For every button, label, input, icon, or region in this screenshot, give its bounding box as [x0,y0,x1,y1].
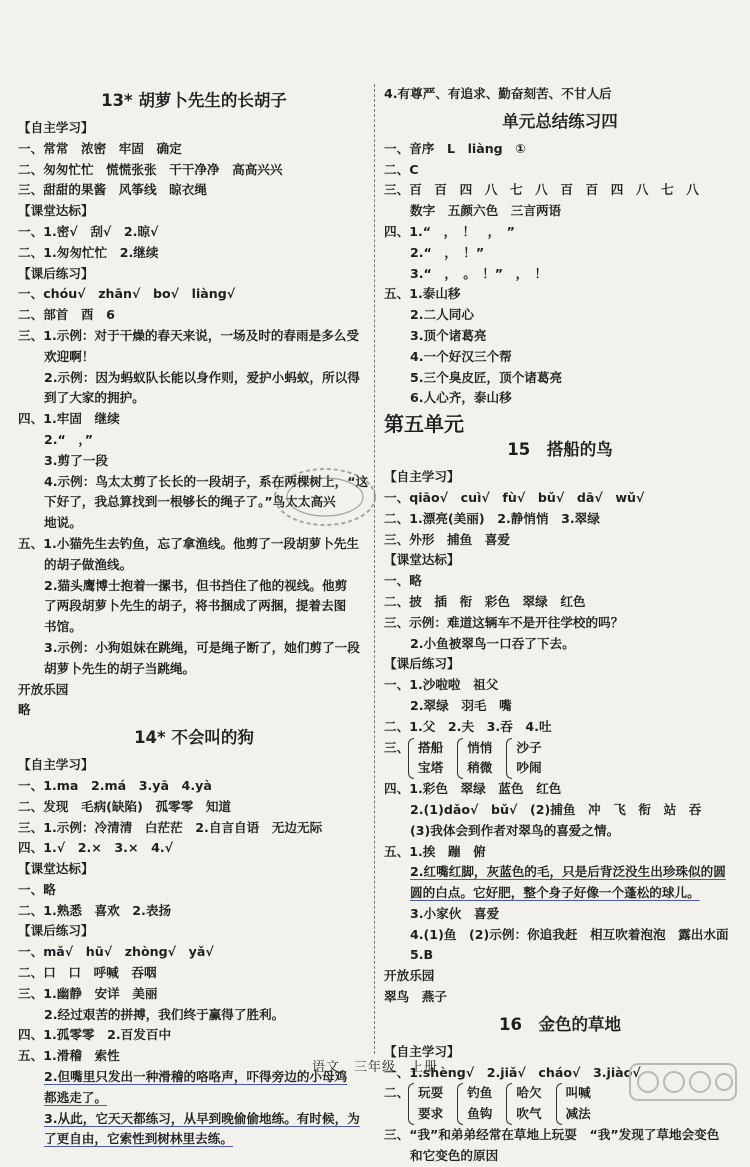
answer-line: 2.猫头鹰博士抱着一摞书，但书挡住了他的视线。他剪 [44,577,348,593]
word: 吹气 [516,1106,542,1122]
brace-mark [457,738,463,780]
word-group [566,1083,591,1125]
word: 叫喊 [565,1085,591,1101]
answer-line: 三、外形 捕鱼 喜爱 [384,531,510,547]
answer-line: 三、“我”和弟弟经常在草地上玩耍 “我”发现了草地会变色 [384,1127,720,1143]
answer-line: 二、发现 毛病(缺陷) 孤零零 知道 [18,798,232,814]
word: 鱼钩 [467,1106,493,1122]
answer-line: 一、1.shèng√ 2.jiǎ√ cháo√ 3.jiào√ [384,1064,641,1080]
answer-line: 五、1.小猫先生去钓鱼，忘了拿渔线。他剪了一段胡萝卜先生 [18,535,359,551]
answer-line: 3.示例：小狗姐妹在跳绳，可是绳子断了，她们剪了一段 [44,639,360,655]
underlined-answer: 都逃走了。 [44,1089,107,1105]
answer-label: 三、 [384,739,410,755]
answer-line: 三、示例：难道这辆车不是开往学校的吗？ [384,614,624,630]
section-header: 【自主学习】 [384,469,460,485]
word: 搭船 [418,739,444,755]
answer-line: 2.二人同心 [410,307,474,323]
answer-line: 四、1.√ 2.× 3.× 4.√ [18,840,174,856]
section-header: 【课后练习】 [18,923,94,939]
answer-line: 2.示例：因为蚂蚁队长能以身作则，爱护小蚂蚁，所以得 [44,369,360,385]
brace-mark [408,738,414,780]
answer-line: 3.顶个诸葛亮 [410,327,487,343]
brace-mark [506,738,512,780]
word: 要求 [418,1106,444,1122]
answer-line: 三、百 百 四 八 七 八 百 百 四 八 七 八 [384,182,699,198]
brace-mark [408,1083,414,1125]
word: 稍微 [467,760,493,776]
brace-mark [506,1083,512,1125]
answer-line: 5.三个臭皮匠，顶个诸葛亮 [410,369,563,385]
word-group [516,738,541,780]
word-group [516,1083,541,1125]
underlined-answer: 2.红嘴红脚，灰蓝色的毛，只是后背泛没生出珍珠似的圆 [410,864,726,880]
word-group [418,1083,443,1125]
word: 沙子 [516,739,542,755]
lesson-16-title: 16 金色的草地 [499,1014,621,1034]
answer-line: 下好了，我总算找到一根够长的绳子了。”鸟太太高兴 [44,494,336,510]
answer-line: 3.“ ， 。 ！” ， ！ [410,265,548,281]
answer-line: 一、1.ma 2.má 3.yā 4.yà [18,777,212,793]
underlined-answer: 了更自由，它索性到树林里去练。 [44,1131,233,1147]
answer-line: 4.一个好汉三个帮 [410,348,512,364]
answer-line: 一、1.沙啦啦 祖父 [384,677,499,693]
section-header: 【课堂达标】 [18,861,94,877]
answer-line: 2.(1)dǎo√ bǔ√ (2)捕鱼 冲 飞 衔 站 吞 [410,801,702,817]
answer-line: 二、1.匆匆忙忙 2.继续 [18,244,159,260]
answer-line: 和它变色的原因 [410,1147,499,1163]
answer-line: 一、chóu√ zhān√ bo√ liàng√ [18,286,236,302]
answer-line: 4.示例：鸟太太剪了长长的一段胡子，系在两棵树上，“这 [44,473,369,489]
answer-line: 二、1.熟悉 喜欢 2.表扬 [18,902,172,918]
word-group [467,738,492,780]
section-header: 【自主学习】 [384,1043,460,1059]
lesson-15-title: 15 搭船的鸟 [507,440,613,460]
answer-line: 3.小家伙 喜爱 [410,905,500,921]
answer-line: 2.小鱼被翠鸟一口吞了下去。 [410,635,575,651]
answer-line: 一、qiāo√ cuì√ fù√ bǔ√ dā√ wǔ√ [384,489,645,505]
section-header: 【课堂达标】 [18,203,94,219]
answer-line: 到了大家的拥护。 [44,390,145,406]
watermark-logo [628,1058,738,1106]
answer-line: 地说。 [44,515,82,531]
word-group-braces [384,738,736,780]
open-garden-label: 开放乐园 [384,968,435,984]
answer-line: 五、1.泰山移 [384,286,461,302]
answer-line: 欢迎啊！ [44,348,95,364]
answer-line: 四、1.孤零零 2.百发百中 [18,1027,172,1043]
brace-mark [457,1083,463,1125]
word: 哈欠 [516,1085,542,1101]
section-header: 【自主学习】 [18,120,94,135]
answer-line: 3.剪了一段 [44,452,108,468]
answer-line: 2.翠绿 羽毛 嘴 [410,697,512,713]
left-column [18,84,370,1150]
answer-line: 胡萝卜先生的胡子当跳绳。 [44,660,196,676]
answer-line: 书馆。 [44,619,82,635]
answer-line: 二、口 口 呼喊 吞咽 [18,965,157,981]
word: 宝塔 [418,760,444,776]
answer-line: 翠鸟 燕子 [384,989,447,1005]
word: 悄悄 [467,739,493,755]
answer-line: 一、1.密√ 刮√ 2.晾√ [18,223,159,239]
answer-line: 二、匆匆忙忙 慌慌张张 干干净净 高高兴兴 [18,161,283,177]
answer-line: 一、略 [384,573,422,589]
right-column [384,84,736,1167]
answer-line: 的胡子做渔线。 [44,556,133,572]
answer-line: 2.“ ， ！” [410,244,485,260]
section-header: 【自主学习】 [18,757,94,773]
unit-4-review-title: 单元总结练习四 [502,111,618,131]
section-header: 【课后练习】 [384,656,460,672]
word: 钓鱼 [467,1085,493,1101]
page-footer: 语文 三年级 上册 [311,1060,438,1075]
answer-line: 二、C [384,161,419,177]
answer-line: 一、mǎ√ hū√ zhòng√ yǎ√ [18,944,214,960]
answer-line: 了两段胡萝卜先生的胡子，将书捆成了两捆，提着去图 [44,598,347,614]
answer-line: 4.有尊严、有追求、勤奋刻苦、不甘人后 [384,86,612,101]
answer-line: 5.B [410,947,434,963]
lesson-14-title: 14* 不会叫的狗 [134,728,254,748]
underlined-answer: 圆的白点。它好肥，整个身子好像一个蓬松的球儿。 [410,885,700,901]
answer-line: 一、常常 浓密 牢固 确定 [18,140,182,156]
answer-line: 五、1.挨 蹦 俯 [384,843,486,859]
answer-line: (3)我体会到作者对翠鸟的喜爱之情。 [410,822,620,838]
open-garden-label: 开放乐园 [18,681,69,697]
answer-line: 略 [18,702,31,718]
brace-mark [556,1083,562,1125]
word: 玩耍 [418,1085,444,1101]
lesson-13-title: 13* 胡萝卜先生的长胡子 [101,91,287,110]
word-group [418,738,443,780]
answer-line: 二、披 插 衔 彩色 翠绿 红色 [384,593,586,609]
answer-line: 4.(1)鱼 (2)示例：你追我赶 相互吹着泡泡 露出水面 [410,926,729,942]
answer-line: 四、1.“ ， ！ ， ” [384,223,515,239]
section-header: 【课后练习】 [18,265,94,281]
column-divider [374,84,375,1054]
answer-line: 四、1.牢固 继续 [18,411,120,427]
word: 减法 [565,1106,591,1122]
answer-line: 2.“ ，” [44,431,93,447]
answer-line: 三、甜甜的果酱 风筝线 晾衣绳 [18,182,207,198]
word-group [467,1083,492,1125]
word: 吵闹 [516,760,542,776]
answer-line: 2.经过艰苦的拼搏，我们终于赢得了胜利。 [44,1006,285,1022]
answer-line: 二、部首 酉 6 [18,307,115,323]
underlined-answer: 3.从此，它天天都练习，从早到晚偷偷地练。有时候，为 [44,1110,360,1126]
answer-line: 三、1.幽静 安详 美丽 [18,985,158,1001]
answer-label: 二、 [384,1085,410,1101]
underlined-answer: 2.但嘴里只发出一种滑稽的咯咯声，吓得旁边的小母鸡 [44,1069,348,1085]
answer-line: 五、1.滑稽 索性 [18,1048,120,1064]
unit-5-heading: 第五单元 [384,412,464,437]
answer-line: 三、1.示例：对于干燥的春天来说，一场及时的春雨是多么受 [18,327,359,343]
answer-line: 6.人心齐，泰山移 [410,390,512,406]
stamp-mark [270,462,380,532]
answer-line: 一、音序 L liàng ① [384,140,526,156]
answer-line: 四、1.彩色 翠绿 蓝色 红色 [384,781,562,797]
answer-line: 数字 五颜六色 三言两语 [410,203,562,219]
answer-line: 二、1.漂亮(美丽) 2.静悄悄 3.翠绿 [384,510,600,526]
answer-line: 二、1.父 2.夫 3.吞 4.吐 [384,718,552,734]
section-header: 【课堂达标】 [384,552,460,568]
answer-line: 一、略 [18,881,56,897]
answer-line: 三、1.示例：冷清清 白茫茫 2.自言自语 无边无际 [18,819,323,835]
